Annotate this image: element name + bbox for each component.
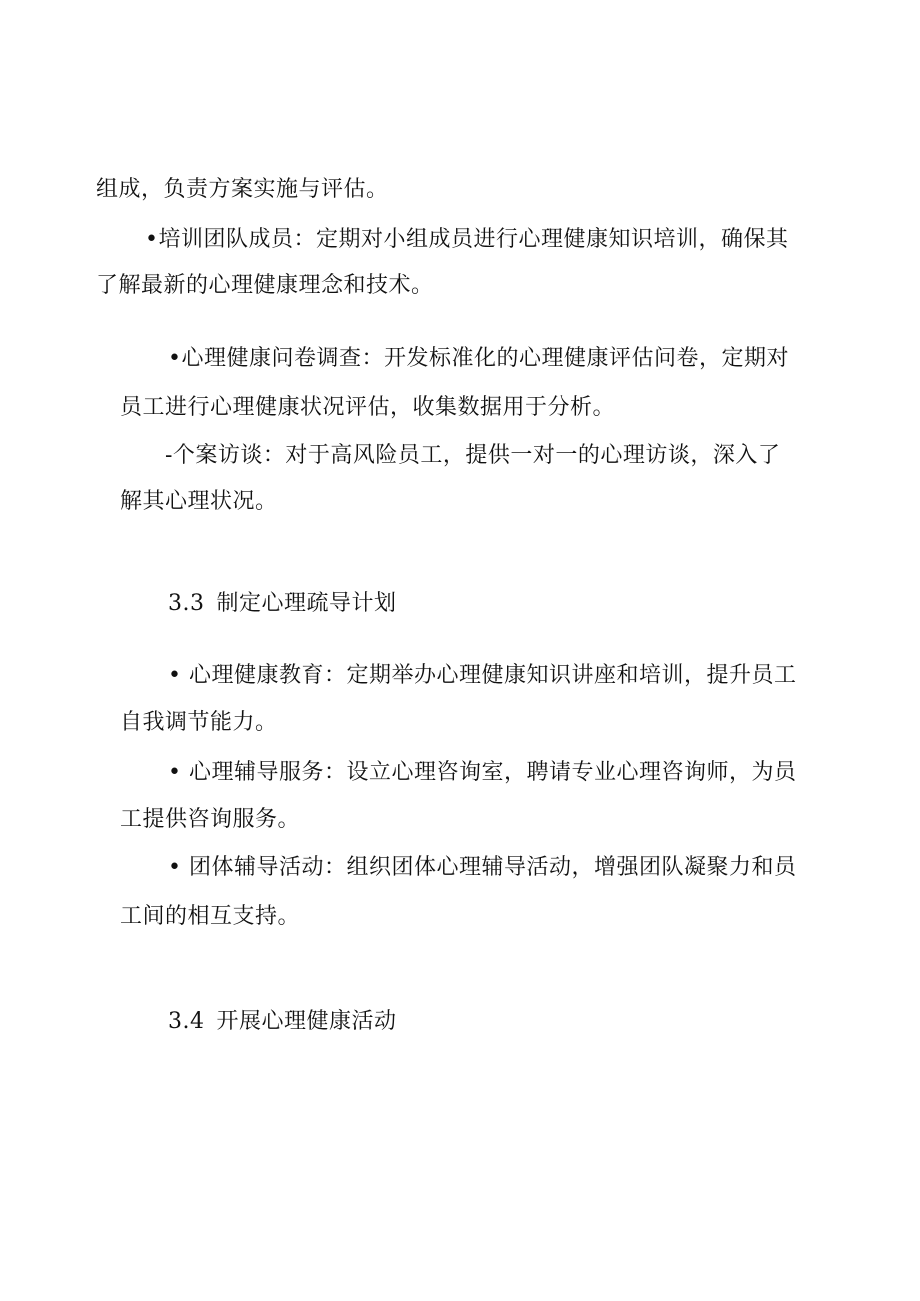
bullet-survey-cont: 员工进行心理健康状况评估，收集数据用于分析。: [120, 395, 616, 420]
section-title: 开展心理健康活动: [216, 1009, 397, 1034]
bullet-group-line: • 团体辅导活动：组织团体心理辅导活动，增强团队凝聚力和员: [168, 855, 797, 880]
bullet-survey-line: •心理健康问卷调查：开发标准化的心理健康评估问卷，定期对: [168, 346, 789, 371]
section-heading-3-3: [168, 589, 397, 619]
bullet-training-line: •培训团队成员：定期对小组成员进行心理健康知识培训，确保其: [145, 227, 789, 252]
section-heading-3-4: [168, 1007, 397, 1037]
bullet-education-line: • 心理健康教育：定期举办心理健康知识讲座和培训，提升员工: [168, 663, 797, 688]
bullet-interview-cont: 解其心理状况。: [120, 489, 278, 514]
section-title: 制定心理疏导计划: [216, 591, 397, 616]
bullet-group-cont: 工间的相互支持。: [120, 904, 301, 929]
paragraph-line: 组成，负责方案实施与评估。: [96, 177, 389, 202]
bullet-counseling-cont: 工提供咨询服务。: [120, 807, 301, 832]
section-number: 3.4: [168, 1009, 205, 1034]
bullet-training-cont: 了解最新的心理健康理念和技术。: [96, 273, 434, 298]
bullet-counseling-line: • 心理辅导服务：设立心理咨询室，聘请专业心理咨询师，为员: [168, 760, 797, 785]
section-number: 3.3: [168, 591, 205, 616]
bullet-interview-line: -个案访谈：对于高风险员工，提供一对一的心理访谈，深入了: [165, 443, 781, 468]
bullet-education-cont: 自我调节能力。: [120, 710, 278, 735]
